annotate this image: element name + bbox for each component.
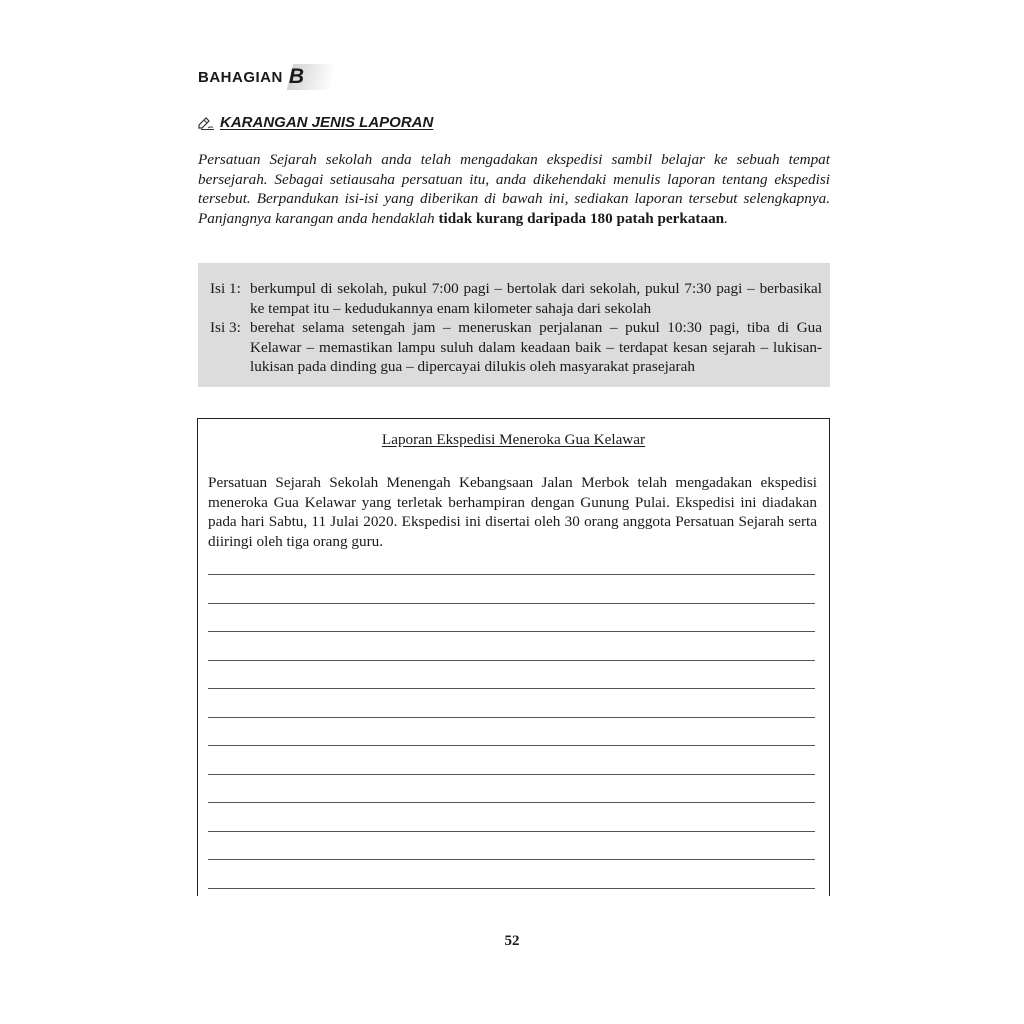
- page-number: 52: [504, 933, 520, 949]
- section-letter: B: [288, 65, 305, 88]
- content-point-label: Isi 1:: [210, 280, 241, 297]
- word-count-requirement: tidak kurang daripada 180 patah perkataan: [438, 209, 725, 227]
- report-title-text: Laporan Ekspedisi Meneroka Gua Kelawar: [381, 431, 646, 448]
- writing-line[interactable]: [208, 688, 815, 689]
- instructions-end: .: [724, 209, 728, 227]
- instructions-paragraph: [198, 150, 830, 228]
- report-title: [198, 431, 829, 449]
- report-body: Persatuan Sejarah Sekolah Menengah Kebangsaan Jalan Merbok telah mengadakan ekspedisi meneroka Gua Kelawar yang terletak berhampiran dengan Gunung Pulai. Ekspedisi ini diadakan pada hari Sabtu, 11 Julai 2020. Ekspedisi ini disertai oleh 30 orang anggota Persatuan Sejarah serta diiringi oleh tiga orang guru.: [208, 474, 817, 550]
- content-point: [210, 318, 822, 377]
- writing-line[interactable]: [208, 631, 815, 632]
- writing-line[interactable]: [208, 859, 815, 860]
- writing-line[interactable]: [208, 774, 815, 775]
- content-point-text: berehat selama setengah jam – meneruskan perjalanan – pukul 10:30 pagi, tiba di Gua Kelawar – memastikan lampu suluh dalam keadaan baik – terdapat kesan sejarah – lukisan-lukisan pada dinding gua – dipercayai dilukis oleh masyarakat prasejarah: [250, 319, 822, 375]
- content-point: [210, 279, 822, 318]
- writing-line[interactable]: [208, 717, 815, 718]
- essay-type-title: KARANGAN JENIS LAPORAN: [220, 114, 434, 131]
- content-point-label: Isi 3:: [210, 319, 241, 336]
- section-header: [198, 64, 334, 90]
- content-points-box: [198, 263, 830, 387]
- essay-type-heading: [198, 114, 433, 131]
- writing-line[interactable]: [208, 660, 815, 661]
- answer-box: [197, 418, 830, 896]
- section-label: BAHAGIAN: [198, 68, 283, 86]
- pencil-writing-icon: [198, 115, 216, 131]
- content-point-text: berkumpul di sekolah, pukul 7:00 pagi – bertolak dari sekolah, pukul 7:30 pagi – berbasikal ke tempat itu – kedudukannya enam kilometer sahaja dari sekolah: [250, 280, 822, 317]
- writing-line[interactable]: [208, 802, 815, 803]
- writing-line[interactable]: [208, 831, 815, 832]
- writing-line[interactable]: [208, 888, 815, 889]
- writing-line[interactable]: [208, 745, 815, 746]
- instructions-text: Persatuan Sejarah sekolah anda telah mengadakan ekspedisi sambil belajar ke sebuah tempat bersejarah. Sebagai setiausaha persatuan itu, anda dikehendaki menulis laporan tentang ekspedisi tersebut. Berpandukan isi-isi yang diberikan di bawah ini, sediakan laporan tersebut selengkapnya. Panjangnya karangan anda hendaklah: [198, 151, 830, 227]
- writing-line[interactable]: [208, 603, 815, 604]
- writing-line[interactable]: [208, 574, 815, 575]
